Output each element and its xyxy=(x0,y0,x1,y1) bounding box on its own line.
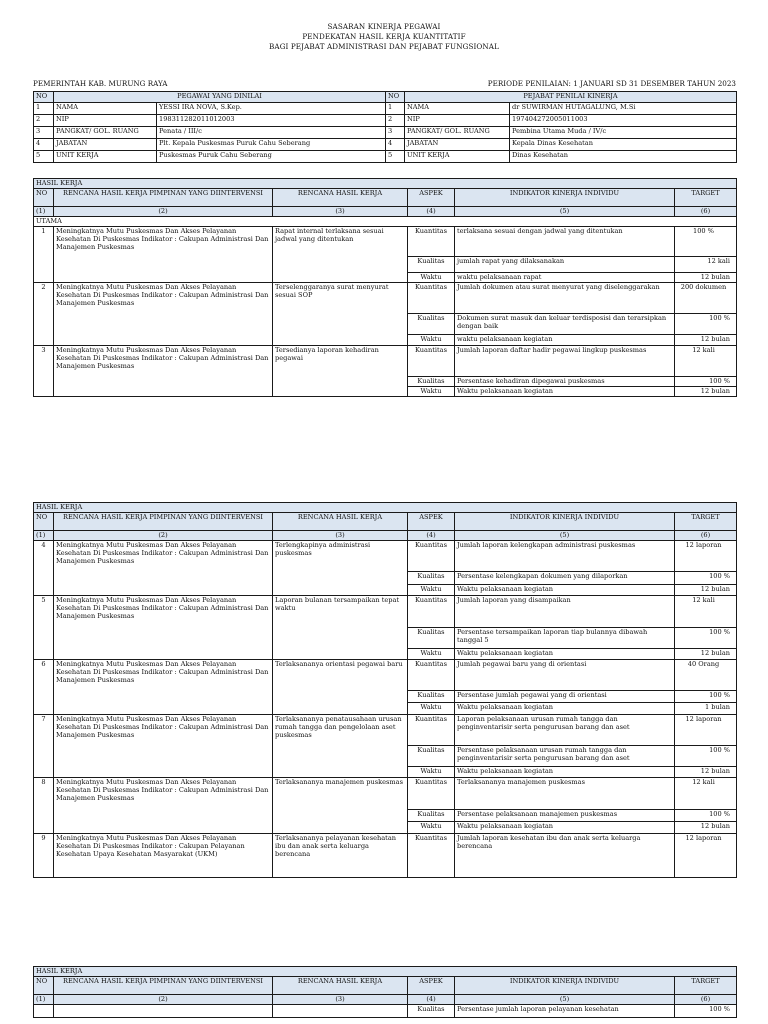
aspek-cell: Waktu xyxy=(408,387,455,397)
hasil-kerja-table-3 xyxy=(33,966,737,1018)
item-number: 3 xyxy=(34,346,54,397)
target-cell: 12 kali xyxy=(675,257,737,273)
aspek-cell: Kuantitas xyxy=(408,660,455,691)
col-no: NO xyxy=(34,189,54,207)
column-number: (3) xyxy=(273,531,408,541)
aspek-cell: Kuantitas xyxy=(408,834,455,878)
column-number-row xyxy=(34,207,737,217)
column-number: (6) xyxy=(675,995,737,1005)
target-cell: 1 bulan xyxy=(675,703,737,715)
indikator-cell: Persentase kelengkapan dokumen yang dilaporkan xyxy=(455,572,675,585)
row-number: 1 xyxy=(386,103,405,115)
item-number: 5 xyxy=(34,596,54,660)
indikator-cell: Dokumen surat masuk dan keluar terdisposisi dan terarsipkan dengan baik xyxy=(455,314,675,335)
pegawai-header-row xyxy=(34,92,737,103)
item-number: 8 xyxy=(34,778,54,834)
field-label: NIP xyxy=(54,115,157,127)
indikator-cell: Jumlah laporan kelengkapan administrasi puskesmas xyxy=(455,541,675,572)
aspek-cell: Waktu xyxy=(408,649,455,660)
pegawai-value: YESSI IRA NOVA, S.Kep. xyxy=(157,103,386,115)
section-title: HASIL KERJA xyxy=(34,179,737,189)
row-number: 2 xyxy=(34,115,54,127)
aspek-cell: Kualitas xyxy=(408,628,455,649)
target-cell: 200 dokumen xyxy=(675,283,737,314)
field-label: NIP xyxy=(405,115,510,127)
pegawai-row xyxy=(34,139,737,151)
target-cell: 12 laporan xyxy=(675,834,737,878)
target-cell: 100 % xyxy=(675,1005,737,1018)
indikator-cell: Terlaksananya manajemen puskesmas xyxy=(455,778,675,810)
target-cell: 100 % xyxy=(675,377,737,387)
target-cell: 100 % xyxy=(675,628,737,649)
penilai-title: PEJABAT PENILAI KINERJA xyxy=(405,92,737,103)
indikator-cell: Persentase pelaksanaan manajemen puskesmas xyxy=(455,810,675,822)
field-label: PANGKAT/ GOL. RUANG xyxy=(54,127,157,139)
aspek-cell: Kualitas xyxy=(408,1005,455,1018)
instansi-label: PEMERINTAH KAB. MURUNG RAYA xyxy=(33,79,168,88)
pegawai-row xyxy=(34,151,737,163)
rencana-cell: Terlengkapinya administrasi puskesmas xyxy=(273,541,408,596)
target-cell: 100 % xyxy=(675,572,737,585)
column-number: (2) xyxy=(54,995,273,1005)
indikator-cell: Jumlah laporan yang disampaikan xyxy=(455,596,675,628)
rencana-cell: Terselenggaranya surat menyurat sesuai SOP xyxy=(273,283,408,346)
col-rencana-pimpinan: RENCANA HASIL KERJA PIMPINAN YANG DIINTERVENSI xyxy=(54,513,273,531)
periode-label: PERIODE PENILAIAN: 1 JANUARI SD 31 DESEMBER TAHUN 2023 xyxy=(487,79,736,88)
col-no: NO xyxy=(34,92,54,103)
target-cell: 40 Orang xyxy=(675,660,737,691)
indikator-cell: Persentase tersampaikan laporan tiap bulannya dibawah tanggal 5 xyxy=(455,628,675,649)
target-cell: 12 bulan xyxy=(675,767,737,778)
col-rencana: RENCANA HASIL KERJA xyxy=(273,189,408,207)
column-number: (2) xyxy=(54,207,273,217)
header-subtitle: PENDEKATAN HASIL KERJA KUANTITATIF xyxy=(302,32,466,41)
column-number: (1) xyxy=(34,207,54,217)
table-row xyxy=(34,596,737,628)
indikator-cell: Persentase jumlah pegawai yang di orientasi xyxy=(455,691,675,703)
indikator-cell: terlaksana sesuai dengan jadwal yang ditentukan xyxy=(455,227,675,257)
aspek-cell: Kualitas xyxy=(408,691,455,703)
rencana-cell: Tersedianya laporan kehadiran pegawai xyxy=(273,346,408,397)
penilai-value: Kepala Dinas Kesehatan xyxy=(510,139,737,151)
hasil-kerja-table-1 xyxy=(33,178,737,397)
aspek-cell: Waktu xyxy=(408,585,455,596)
rencana-pimpinan-cell: Meningkatnya Mutu Puskesmas Dan Akses Pelayanan Kesehatan Di Puskesmas Indikator : Cakupan Administrasi Dan Manajemen Puskesmas xyxy=(54,541,273,596)
row-number: 5 xyxy=(34,151,54,163)
column-number-row xyxy=(34,995,737,1005)
rencana-pimpinan-cell: Meningkatnya Mutu Puskesmas Dan Akses Pelayanan Kesehatan Di Puskesmas Indikator : Cakupan Administrasi Dan Manajemen Puskesmas xyxy=(54,227,273,283)
item-number: 1 xyxy=(34,227,54,283)
indikator-cell: Waktu pelaksanaan kegiatan xyxy=(455,649,675,660)
target-cell: 12 laporan xyxy=(675,715,737,746)
indikator-cell: Waktu pelaksanaan kegiatan xyxy=(455,585,675,596)
column-number: (5) xyxy=(455,207,675,217)
col-rencana-pimpinan: RENCANA HASIL KERJA PIMPINAN YANG DIINTERVENSI xyxy=(54,977,273,995)
aspek-cell: Kuantitas xyxy=(408,346,455,377)
field-label: NAMA xyxy=(54,103,157,115)
pegawai-value: Plt. Kepala Puskesmas Puruk Cahu Seberang xyxy=(157,139,386,151)
aspek-cell: Waktu xyxy=(408,703,455,715)
target-cell: 100 % xyxy=(675,314,737,335)
rencana-cell: Terlaksananya penatausahaan urusan rumah tangga dan pengelolaan aset puskesmas xyxy=(273,715,408,778)
item-number: 2 xyxy=(34,283,54,346)
pegawai-dinilai-title: PEGAWAI YANG DINILAI xyxy=(54,92,386,103)
header-title: SASARAN KINERJA PEGAWAI xyxy=(327,22,441,31)
row-number: 2 xyxy=(386,115,405,127)
row-number: 4 xyxy=(34,139,54,151)
penilai-value: 197404272005011003 xyxy=(510,115,737,127)
col-no: NO xyxy=(34,977,54,995)
col-target: TARGET xyxy=(675,977,737,995)
aspek-cell: Waktu xyxy=(408,273,455,283)
aspek-cell: Kualitas xyxy=(408,314,455,335)
target-cell: 12 bulan xyxy=(675,649,737,660)
table-row xyxy=(34,834,737,878)
pegawai-table xyxy=(33,91,737,163)
hasil-kerja-table-2 xyxy=(33,502,737,878)
rencana-pimpinan-cell: Meningkatnya Mutu Puskesmas Dan Akses Pelayanan Kesehatan Di Puskesmas Indikator : Cakupan Pelayanan Kesehatan Upaya Kesehatan Masyarakat (UKM) xyxy=(54,834,273,878)
col-aspek: ASPEK xyxy=(408,189,455,207)
indikator-cell: Waktu pelaksanaan kegiatan xyxy=(455,703,675,715)
aspek-cell: Kuantitas xyxy=(408,778,455,810)
col-rencana: RENCANA HASIL KERJA xyxy=(273,513,408,531)
rencana-cell: Rapat internal terlaksana sesuai jadwal yang ditentukan xyxy=(273,227,408,283)
aspek-cell: Waktu xyxy=(408,822,455,834)
item-number: 6 xyxy=(34,660,54,715)
target-cell: 12 bulan xyxy=(675,387,737,397)
item-number xyxy=(34,1005,54,1018)
indikator-cell: Persentase jumlah laporan pelayanan kesehatan xyxy=(455,1005,675,1018)
table-row xyxy=(34,1005,737,1018)
pegawai-value: Puskesmas Puruk Cahu Seberang xyxy=(157,151,386,163)
aspek-cell: Kualitas xyxy=(408,572,455,585)
pegawai-row xyxy=(34,127,737,139)
indikator-cell: Jumlah dokumen atau surat menyurat yang diselenggarakan xyxy=(455,283,675,314)
aspek-cell: Kualitas xyxy=(408,257,455,273)
item-number: 9 xyxy=(34,834,54,878)
utama-label: UTAMA xyxy=(34,217,737,227)
rencana-cell: Laporan bulanan tersampaikan tepat waktu xyxy=(273,596,408,660)
col-aspek: ASPEK xyxy=(408,977,455,995)
indikator-cell: jumlah rapat yang dilaksanakan xyxy=(455,257,675,273)
row-number: 5 xyxy=(386,151,405,163)
pegawai-row xyxy=(34,103,737,115)
section-row xyxy=(34,503,737,513)
indikator-cell: Jumlah laporan daftar hadir pegawai lingkup puskesmas xyxy=(455,346,675,377)
aspek-cell: Kuantitas xyxy=(408,227,455,257)
target-cell: 12 kali xyxy=(675,346,737,377)
utama-row xyxy=(34,217,737,227)
indikator-cell: Persentase pelaksanaan urusan rumah tangga dan penginventarisir serta pengurusan barang dan aset xyxy=(455,746,675,767)
meta-row xyxy=(33,79,736,88)
rencana-pimpinan-cell: Meningkatnya Mutu Puskesmas Dan Akses Pelayanan Kesehatan Di Puskesmas Indikator : Cakupan Administrasi Dan Manajemen Puskesmas xyxy=(54,660,273,715)
field-label: UNIT KERJA xyxy=(405,151,510,163)
penilai-value: Pembina Utama Muda / IV/c xyxy=(510,127,737,139)
column-header-row xyxy=(34,189,737,207)
row-number: 3 xyxy=(34,127,54,139)
aspek-cell: Kuantitas xyxy=(408,541,455,572)
row-number: 3 xyxy=(386,127,405,139)
aspek-cell: Waktu xyxy=(408,335,455,346)
column-number: (3) xyxy=(273,995,408,1005)
section-title: HASIL KERJA xyxy=(34,967,737,977)
row-number: 4 xyxy=(386,139,405,151)
column-header-row xyxy=(34,513,737,531)
col-aspek: ASPEK xyxy=(408,513,455,531)
section-row xyxy=(34,967,737,977)
column-number: (2) xyxy=(54,531,273,541)
column-number: (1) xyxy=(34,995,54,1005)
rencana-pimpinan-cell xyxy=(54,1005,273,1018)
target-cell: 12 laporan xyxy=(675,541,737,572)
rencana-pimpinan-cell: Meningkatnya Mutu Puskesmas Dan Akses Pelayanan Kesehatan Di Puskesmas Indikator : Cakupan Administrasi Dan Manajemen Puskesmas xyxy=(54,346,273,397)
column-number: (1) xyxy=(34,531,54,541)
col-target: TARGET xyxy=(675,513,737,531)
indikator-cell: Waktu pelaksanaan kegiatan xyxy=(455,387,675,397)
aspek-cell: Kualitas xyxy=(408,746,455,767)
item-number: 4 xyxy=(34,541,54,596)
column-number: (5) xyxy=(455,995,675,1005)
aspek-cell: Kualitas xyxy=(408,377,455,387)
indikator-cell: Laporan pelaksanaan urusan rumah tangga dan penginventarisir serta pengurusan barang dan aset xyxy=(455,715,675,746)
indikator-cell: Persentase kehadiran dipegawai puskesmas xyxy=(455,377,675,387)
col-rencana: RENCANA HASIL KERJA xyxy=(273,977,408,995)
section-row xyxy=(34,179,737,189)
target-cell: 100 % xyxy=(675,691,737,703)
table-row xyxy=(34,227,737,257)
rencana-cell: Terlaksananya pelayanan kesehatan ibu dan anak serta keluarga berencana xyxy=(273,834,408,878)
table-row xyxy=(34,283,737,314)
section-title: HASIL KERJA xyxy=(34,503,737,513)
table-row xyxy=(34,778,737,810)
indikator-cell: Waktu pelaksanaan kegiatan xyxy=(455,822,675,834)
row-number: 1 xyxy=(34,103,54,115)
item-number: 7 xyxy=(34,715,54,778)
rencana-cell xyxy=(273,1005,408,1018)
document-header xyxy=(0,22,768,52)
target-cell: 12 bulan xyxy=(675,585,737,596)
pegawai-value: Penata / III/c xyxy=(157,127,386,139)
col-indikator: INDIKATOR KINERJA INDIVIDU xyxy=(455,513,675,531)
rencana-cell: Terlaksananya orientasi pegawai baru xyxy=(273,660,408,715)
rencana-pimpinan-cell: Meningkatnya Mutu Puskesmas Dan Akses Pelayanan Kesehatan Di Puskesmas Indikator : Cakupan Administrasi Dan Manajemen Puskesmas xyxy=(54,596,273,660)
field-label: UNIT KERJA xyxy=(54,151,157,163)
rencana-pimpinan-cell: Meningkatnya Mutu Puskesmas Dan Akses Pelayanan Kesehatan Di Puskesmas Indikator : Cakupan Administrasi Dan Manajemen Puskesmas xyxy=(54,778,273,834)
penilai-value: dr SUWIRMAN HUTAGALUNG, M.Si xyxy=(510,103,737,115)
aspek-cell: Kuantitas xyxy=(408,283,455,314)
target-cell: 12 bulan xyxy=(675,335,737,346)
col-no-2: NO xyxy=(386,92,405,103)
column-number: (4) xyxy=(408,207,455,217)
field-label: JABATAN xyxy=(54,139,157,151)
indikator-cell: Jumlah pegawai baru yang di orientasi xyxy=(455,660,675,691)
table-row xyxy=(34,541,737,572)
column-number-row xyxy=(34,531,737,541)
col-target: TARGET xyxy=(675,189,737,207)
target-cell: 100 % xyxy=(675,227,737,257)
rencana-pimpinan-cell: Meningkatnya Mutu Puskesmas Dan Akses Pelayanan Kesehatan Di Puskesmas Indikator : Cakupan Administrasi Dan Manajemen Puskesmas xyxy=(54,715,273,778)
header-subtitle-2: BAGI PEJABAT ADMINISTRASI DAN PEJABAT FUNGSIONAL xyxy=(269,42,499,51)
target-cell: 100 % xyxy=(675,746,737,767)
penilai-value: Dinas Kesehatan xyxy=(510,151,737,163)
target-cell: 12 kali xyxy=(675,596,737,628)
table-row xyxy=(34,346,737,377)
field-label: PANGKAT/ GOL. RUANG xyxy=(405,127,510,139)
target-cell: 12 bulan xyxy=(675,822,737,834)
rencana-pimpinan-cell: Meningkatnya Mutu Puskesmas Dan Akses Pelayanan Kesehatan Di Puskesmas Indikator : Cakupan Administrasi Dan Manajemen Puskesmas xyxy=(54,283,273,346)
aspek-cell: Kuantitas xyxy=(408,715,455,746)
field-label: JABATAN xyxy=(405,139,510,151)
field-label: NAMA xyxy=(405,103,510,115)
aspek-cell: Kuantitas xyxy=(408,596,455,628)
indikator-cell: Waktu pelaksanaan kegiatan xyxy=(455,767,675,778)
pegawai-row xyxy=(34,115,737,127)
column-header-row xyxy=(34,977,737,995)
rencana-cell: Terlaksananya manajemen puskesmas xyxy=(273,778,408,834)
column-number: (4) xyxy=(408,995,455,1005)
column-number: (4) xyxy=(408,531,455,541)
column-number: (6) xyxy=(675,207,737,217)
indikator-cell: waktu pelaksanaan kegiatan xyxy=(455,335,675,346)
column-number: (3) xyxy=(273,207,408,217)
col-indikator: INDIKATOR KINERJA INDIVIDU xyxy=(455,189,675,207)
target-cell: 12 kali xyxy=(675,778,737,810)
table-row xyxy=(34,660,737,691)
column-number: (5) xyxy=(455,531,675,541)
target-cell: 100 % xyxy=(675,810,737,822)
indikator-cell: Jumlah laporan kesehatan ibu dan anak serta keluarga berencana xyxy=(455,834,675,878)
column-number: (6) xyxy=(675,531,737,541)
pegawai-body xyxy=(34,103,737,163)
aspek-cell: Waktu xyxy=(408,767,455,778)
target-cell: 12 bulan xyxy=(675,273,737,283)
col-indikator: INDIKATOR KINERJA INDIVIDU xyxy=(455,977,675,995)
col-rencana-pimpinan: RENCANA HASIL KERJA PIMPINAN YANG DIINTERVENSI xyxy=(54,189,273,207)
indikator-cell: waktu pelaksanaan rapat xyxy=(455,273,675,283)
col-no: NO xyxy=(34,513,54,531)
aspek-cell: Kualitas xyxy=(408,810,455,822)
table-row xyxy=(34,715,737,746)
pegawai-value: 198311282011012003 xyxy=(157,115,386,127)
